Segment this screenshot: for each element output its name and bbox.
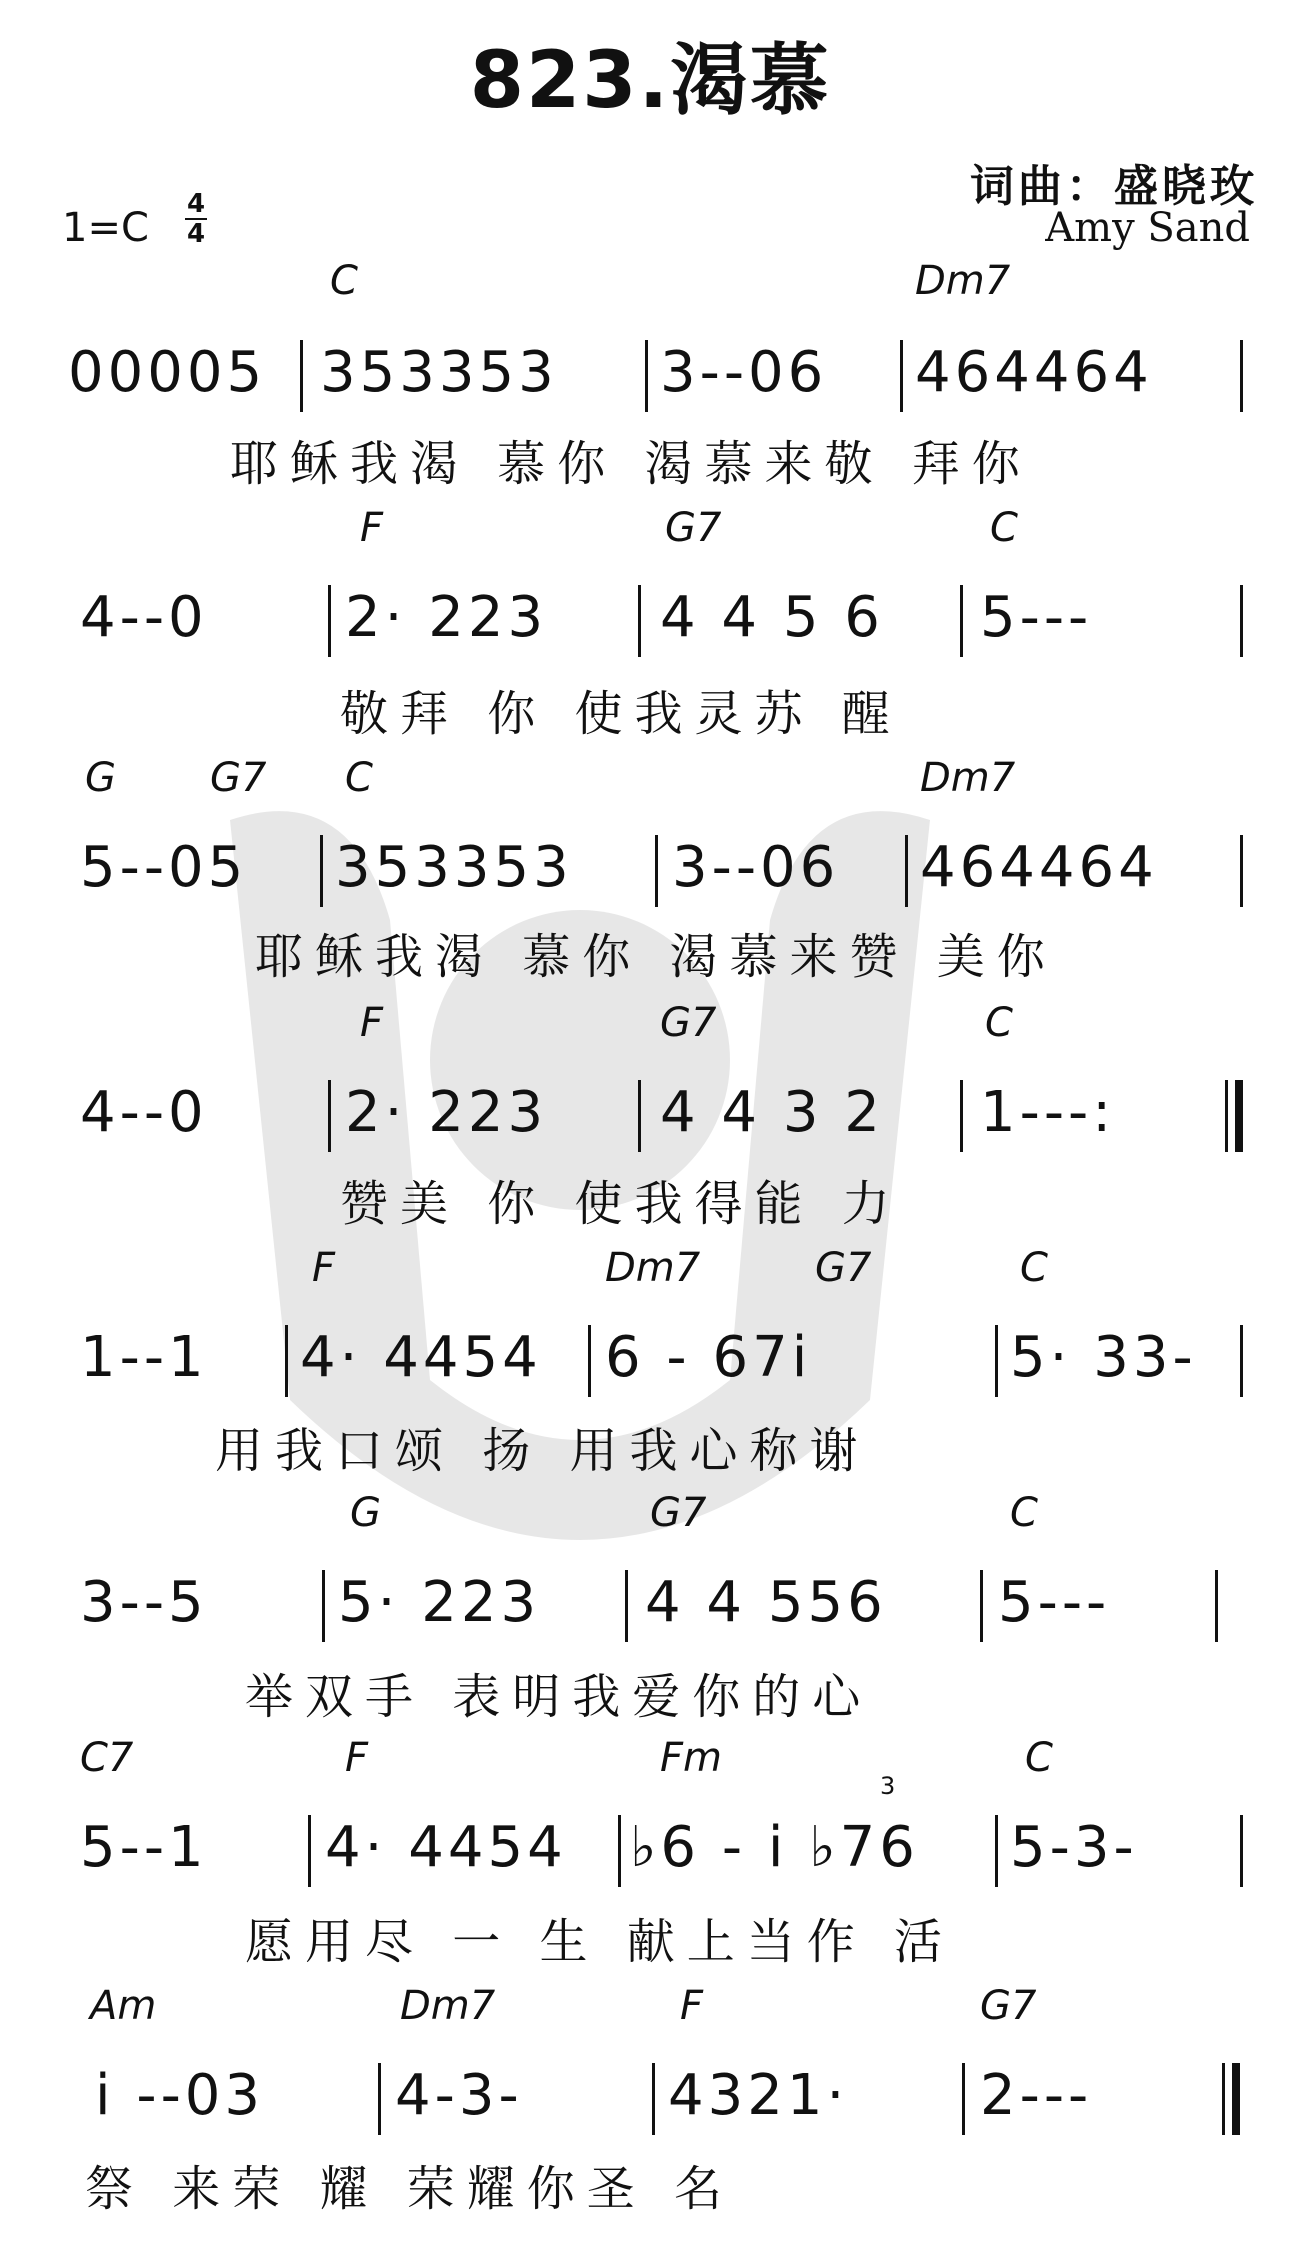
notes-measure: 353353 xyxy=(320,340,558,405)
chord: G7 xyxy=(815,1245,872,1291)
chord: Dm7 xyxy=(915,258,1011,304)
lyrics-line: 用我口颂 扬 用我心称谢 xyxy=(215,1423,870,1479)
notes-measure: 5--05 xyxy=(80,835,248,900)
notes-measure: 5--- xyxy=(980,585,1093,650)
chord: C xyxy=(1010,1490,1038,1536)
chord: C xyxy=(1020,1245,1048,1291)
chord: C xyxy=(985,1000,1013,1046)
author-english: Amy Sand xyxy=(1045,205,1250,251)
chord: F xyxy=(345,1735,369,1781)
notes-measure: 4321· xyxy=(668,2063,849,2128)
lyrics-line: 耶稣我渴 慕你 渴慕来赞 美你 xyxy=(255,929,1057,985)
chord: G xyxy=(350,1490,381,1536)
notes-measure: 5-3- xyxy=(1010,1815,1138,1880)
chord: G xyxy=(85,755,116,801)
notes-measure: 3--5 xyxy=(80,1570,208,1635)
notes-measure: 4-3- xyxy=(395,2063,523,2128)
notes-measure: 6 - 67i xyxy=(605,1325,812,1390)
chord: F xyxy=(360,1000,384,1046)
lyrics-line: 耶稣我渴 慕你 渴慕来敬 拜你 xyxy=(230,436,1032,492)
lyrics-line: 赞美 你 使我得能 力 xyxy=(340,1176,902,1232)
chord: Fm xyxy=(660,1735,722,1781)
chord: C xyxy=(1025,1735,1053,1781)
notes-measure: 4--0 xyxy=(80,585,208,650)
notes-measure: 00005 xyxy=(68,340,267,405)
lyrics-line: 愿用尽 一 生 献上当作 活 xyxy=(245,1914,955,1970)
chord: F xyxy=(680,1983,704,2029)
chord: F xyxy=(360,505,384,551)
chord: G7 xyxy=(665,505,722,551)
notes-measure: 5--- xyxy=(998,1570,1111,1635)
lyrics-line: 敬拜 你 使我灵苏 醒 xyxy=(340,686,902,742)
notes-measure: 5· 33- xyxy=(1010,1325,1197,1390)
chord: Dm7 xyxy=(400,1983,496,2029)
notes-measure: ♭6 - i ♭76 xyxy=(630,1815,919,1880)
notes-measure: 5--1 xyxy=(80,1815,208,1880)
notes-measure: 1---: xyxy=(980,1080,1116,1145)
chord: C xyxy=(990,505,1018,551)
notes-measure: 464464 xyxy=(920,835,1158,900)
time-numerator: 4 xyxy=(186,189,206,219)
key-signature: 1=C xyxy=(62,205,149,251)
notes-measure: 3--06 xyxy=(660,340,828,405)
notes-measure: 2· 223 xyxy=(345,585,548,650)
chord: G7 xyxy=(650,1490,707,1536)
lyricist-composer: 词曲：盛晓玫 xyxy=(970,161,1258,212)
notes-measure: 464464 xyxy=(915,340,1153,405)
chord: C xyxy=(330,258,358,304)
triplet-mark: 3 xyxy=(880,1772,896,1800)
chord: G7 xyxy=(660,1000,717,1046)
notes-measure: 1--1 xyxy=(80,1325,208,1390)
chord: Dm7 xyxy=(605,1245,701,1291)
notes-measure: 2· 223 xyxy=(345,1080,548,1145)
notes-measure: 353353 xyxy=(335,835,573,900)
chord: F xyxy=(312,1245,336,1291)
notes-measure: 4 4 3 2 xyxy=(660,1080,884,1145)
chord: G7 xyxy=(980,1983,1037,2029)
time-signature xyxy=(185,190,207,248)
chord: C7 xyxy=(80,1735,134,1781)
chord: Dm7 xyxy=(920,755,1016,801)
notes-measure: 4· 4454 xyxy=(300,1325,542,1390)
chord: C xyxy=(345,755,373,801)
lyrics-line: 祭 来荣 耀 荣耀你圣 名 xyxy=(85,2161,735,2217)
song-title: 823.渴慕 xyxy=(469,36,831,126)
time-denominator: 4 xyxy=(186,219,206,249)
notes-measure: 4 4 5 6 xyxy=(660,585,884,650)
notes-measure: 2--- xyxy=(980,2063,1093,2128)
notes-measure: 4· 4454 xyxy=(325,1815,567,1880)
notes-measure: 5· 223 xyxy=(338,1570,541,1635)
lyrics-line: 举双手 表明我爱你的心 xyxy=(245,1669,873,1725)
chord: G7 xyxy=(210,755,267,801)
notes-measure: 4 4 556 xyxy=(645,1570,887,1635)
notes-measure: 3--06 xyxy=(672,835,840,900)
chord: Am xyxy=(90,1983,157,2029)
notes-measure: i --03 xyxy=(95,2063,265,2128)
notes-measure: 4--0 xyxy=(80,1080,208,1145)
